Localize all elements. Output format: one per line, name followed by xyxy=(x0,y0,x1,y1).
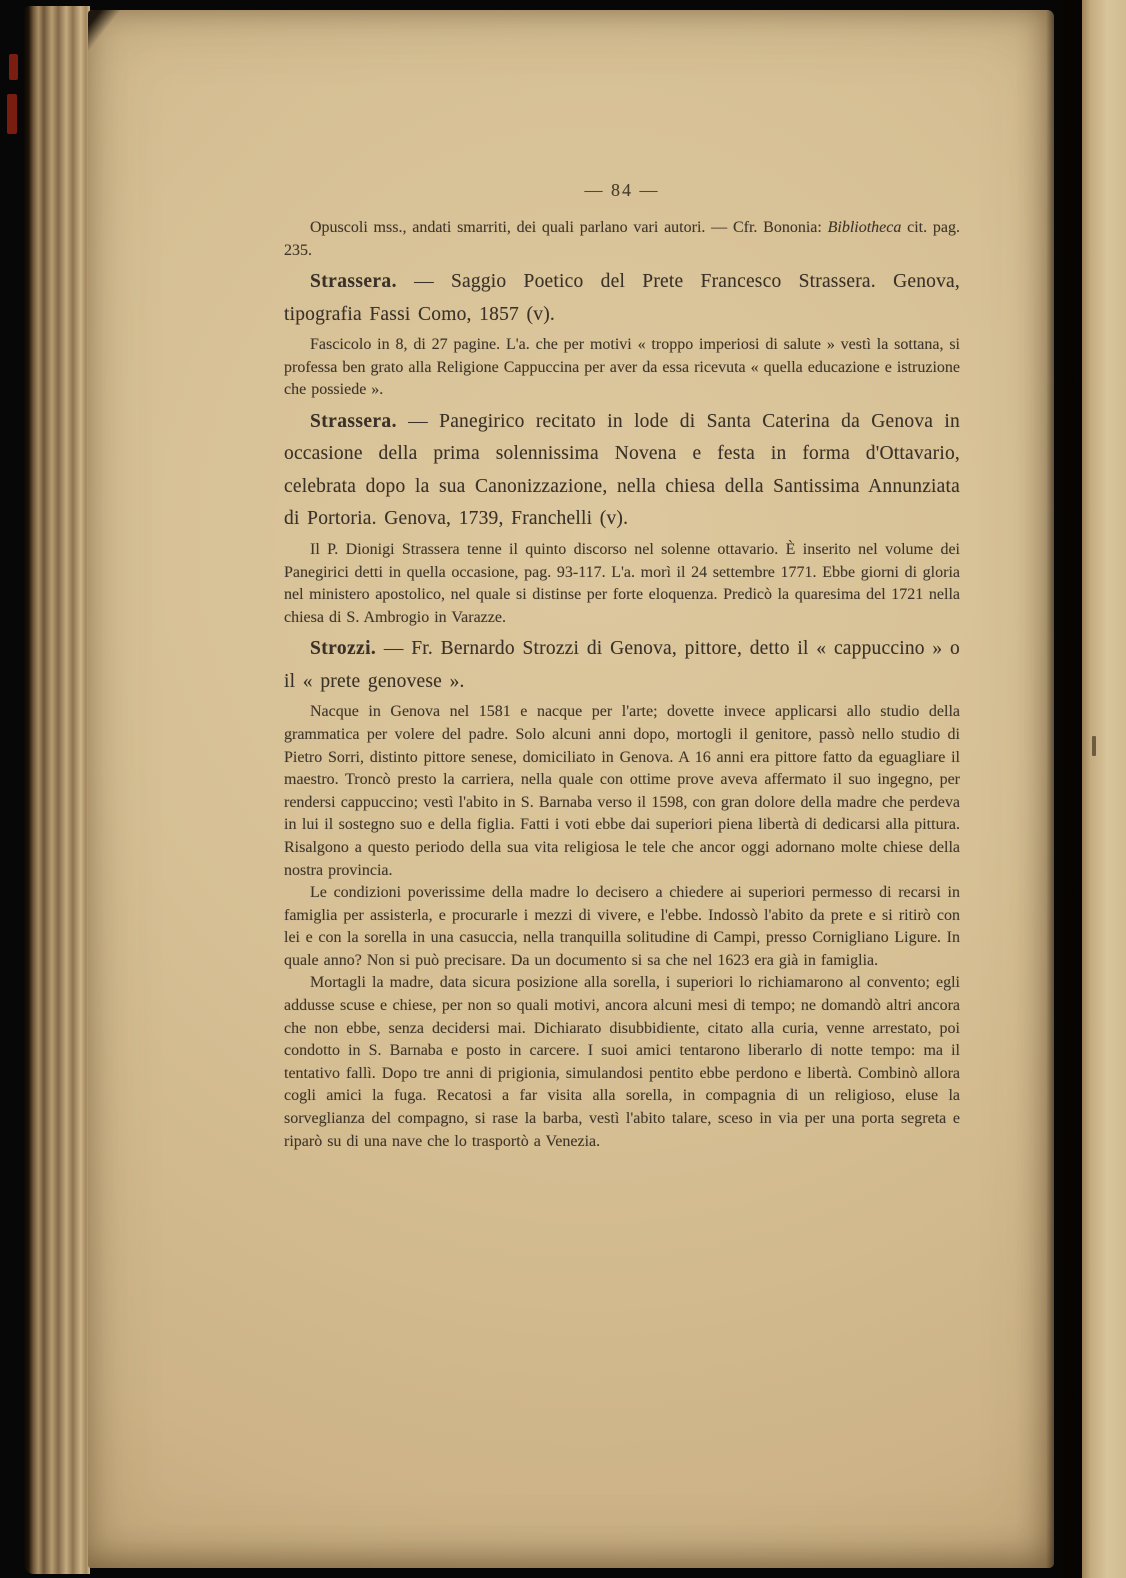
text-segment: — Panegirico recitato in lode di Santa Caterina da Genova in occasione della prima solennissima Novena e festa in forma d'Ottavario, celebrata dopo la sua Canonizzazione, nella chiesa della Santissima Annunziata di Portoria. Genova, 1739, Franchelli (v). xyxy=(284,410,960,530)
book-page xyxy=(88,10,1054,1568)
paragraph-note xyxy=(284,539,960,629)
paragraph-note xyxy=(284,217,960,262)
paragraph-note xyxy=(284,882,960,972)
page-corner-fold xyxy=(88,10,166,60)
text-segment: Strassera. xyxy=(310,410,397,432)
stacked-page-edges xyxy=(24,6,90,1574)
text-segment: Fascicolo in 8, di 27 pagine. L'a. che per motivi « troppo imperiosi di salute » vestì la sottana, si professa ben grato alla Religione Cappuccina per aver da essa ricevuta « quella educazione e istruzione che possiede ». xyxy=(284,336,960,399)
text-segment: — Fr. Bernardo Strozzi di Genova, pittore, detto il « cappuccino » o il « prete genovese ». xyxy=(284,638,960,692)
book-gutter-shadow xyxy=(1046,0,1084,1578)
paragraph-entry xyxy=(284,406,960,536)
page-number: — 84 — xyxy=(584,180,660,200)
paragraph-entry xyxy=(284,266,960,331)
text-segment: Il P. Dionigi Strassera tenne il quinto discorso nel solenne ottavario. È inserito nel volume dei Panegirici detti in quella occasione, pag. 93-117. L'a. morì il 24 settembre 1771. Ebbe giorni di gloria nel ministero apostolico, nel quale si distinse per forte eloquenza. Predicò la quaresima del 1721 nella chiesa di S. Ambrogio in Varazze. xyxy=(284,540,960,626)
facing-page-edge xyxy=(1082,0,1126,1578)
text-segment: Bibliotheca xyxy=(827,219,902,236)
paragraph-note xyxy=(284,701,960,882)
page-text-block xyxy=(284,180,960,1153)
paragraph-note xyxy=(284,972,960,1153)
text-segment: Strassera. xyxy=(310,271,397,293)
text-segment: Le condizioni poverissime della madre lo decisero a chiedere ai superiori permesso di recarsi in famiglia per assisterla, e procurarle i mezzi di vivere, e l'ebbe. Indossò l'abito da prete e si ritirò con lei e con la sorella in una casuccia, nella tranquilla solitudine di Campi, presso Cornigliano Ligure. In quale anno? Non si può precisare. Da un documento si sa che nel 1623 era già in famiglia. xyxy=(284,884,960,969)
red-edge-mark xyxy=(9,54,18,80)
text-segment: Opuscoli mss., andati smarriti, dei quali parlano vari autori. — Cfr. Bononia: xyxy=(310,219,828,236)
text-segment: Mortagli la madre, data sicura posizione alla sorella, i superiori lo richiamarono al convento; egli addusse scuse e chiese, per non so quali motivi, ancora alcuni mesi di tempo; ne domandò altri ancora che non ebbe, senza decidersi mai. Dichiarato disubbidiente, citato alla curia, venne arrestato, poi condotto in S. Barnaba e posto in carcere. I suoi amici tentarono liberarlo di notte tempo: ma il tentativo fallì. Dopo tre anni di prigionia, simulandosi pentito ebbe perdono e libertà. Combinò allora cogli amici la fuga. Recatosi a far visita alla sorella, in compagnia di un religioso, eluse la sorveglianza del compagno, si rase la barba, vestì l'abito talare, sceso in via per una porta segreta e riparò su di una nave che lo trasportò a Venezia. xyxy=(284,974,960,1150)
text-segment: cit. pag. 235. xyxy=(284,219,960,259)
ink-stray-mark xyxy=(1092,736,1096,756)
red-edge-mark xyxy=(7,94,17,134)
paragraph-note xyxy=(284,334,960,402)
text-segment: Nacque in Genova nel 1581 e nacque per l'arte; dovette invece applicarsi allo studio della grammatica per volere del padre. Solo alcuni anni dopo, mortogli il genitore, passò nello studio di Pietro Sorri, distinto pittore senese, domiciliato in Genova. A 16 anni era pittore fatto da eguagliare il maestro. Troncò presto la carriera, nella quale con ottime prove aveva affermato il suo ingegno, per rendersi cappuccino; vestì l'abito in S. Barnaba verso il 1598, con gran dolore della madre che perdeva in lui il sostegno suo e della figlia. Fatti i voti ebbe dai superiori piena libertà di dedicarsi alla pittura. Risalgono a questo periodo della sua vita religiosa le tele che ancor oggi adornano molte chiese della nostra provincia. xyxy=(284,703,960,879)
text-segment: — Saggio Poetico del Prete Francesco Strassera. Genova, tipografia Fassi Como, 1857 (v). xyxy=(284,271,960,325)
paragraph-entry xyxy=(284,633,960,698)
text-segment: Strozzi. xyxy=(310,638,377,660)
page-text xyxy=(284,217,960,1153)
